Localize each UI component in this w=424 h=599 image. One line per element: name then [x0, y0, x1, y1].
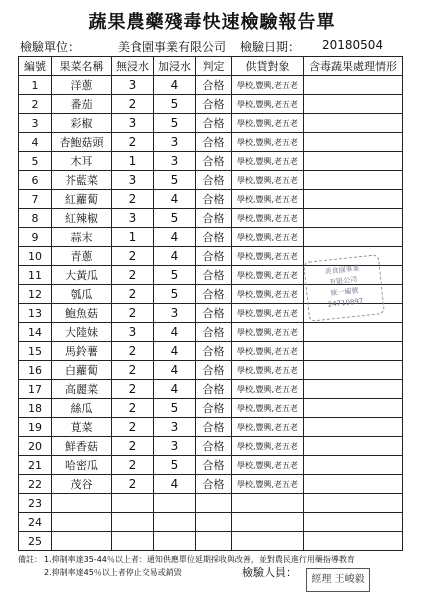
cell-judgement: 合格 — [196, 342, 232, 361]
cell-number: 22 — [19, 475, 52, 494]
cell-no-soak: 2 — [112, 266, 154, 285]
cell-no-soak: 2 — [112, 190, 154, 209]
cell-soaked: 4 — [154, 190, 196, 209]
header-number: 編號 — [19, 57, 52, 76]
cell-no-soak: 3 — [112, 114, 154, 133]
notes-block — [18, 553, 355, 579]
cell-no-soak: 3 — [112, 171, 154, 190]
table-row — [19, 513, 403, 532]
cell-supply-target: 學校,豐興,老五老 — [232, 228, 304, 247]
cell-no-soak — [112, 513, 154, 532]
table-row — [19, 133, 403, 152]
header-produce-name: 果菜名稱 — [52, 57, 112, 76]
cell-soaked: 3 — [154, 133, 196, 152]
cell-supply-target: 學校,豐興,老五老 — [232, 209, 304, 228]
cell-handling — [304, 418, 403, 437]
cell-produce-name: 洋蔥 — [52, 76, 112, 95]
cell-produce-name: 茂谷 — [52, 475, 112, 494]
cell-number: 8 — [19, 209, 52, 228]
unit-value: 美食園事業有限公司 — [118, 40, 227, 54]
cell-number: 4 — [19, 133, 52, 152]
cell-number: 1 — [19, 76, 52, 95]
cell-no-soak: 1 — [112, 228, 154, 247]
cell-handling — [304, 475, 403, 494]
cell-produce-name: 哈密瓜 — [52, 456, 112, 475]
cell-supply-target: 學校,豐興,老五老 — [232, 152, 304, 171]
cell-supply-target: 學校,豐興,老五老 — [232, 266, 304, 285]
cell-soaked: 3 — [154, 152, 196, 171]
inspector-label: 檢驗人員： — [242, 566, 297, 579]
cell-judgement: 合格 — [196, 418, 232, 437]
cell-no-soak: 2 — [112, 437, 154, 456]
cell-handling — [304, 152, 403, 171]
cell-soaked: 4 — [154, 361, 196, 380]
cell-number: 10 — [19, 247, 52, 266]
cell-number: 5 — [19, 152, 52, 171]
cell-soaked: 4 — [154, 475, 196, 494]
cell-number: 17 — [19, 380, 52, 399]
cell-number: 15 — [19, 342, 52, 361]
cell-no-soak: 2 — [112, 399, 154, 418]
cell-handling — [304, 133, 403, 152]
cell-judgement: 合格 — [196, 456, 232, 475]
cell-supply-target: 學校,豐興,老五老 — [232, 342, 304, 361]
table-row — [19, 152, 403, 171]
cell-produce-name: 杏鮑菇頭 — [52, 133, 112, 152]
cell-handling — [304, 76, 403, 95]
cell-soaked: 5 — [154, 114, 196, 133]
cell-handling — [304, 323, 403, 342]
table-row — [19, 380, 403, 399]
cell-no-soak: 2 — [112, 342, 154, 361]
table-row — [19, 399, 403, 418]
cell-produce-name: 紅辣椒 — [52, 209, 112, 228]
inspector-signature-seal: 經理 王峻毅 — [306, 568, 370, 592]
cell-number: 19 — [19, 418, 52, 437]
cell-judgement: 合格 — [196, 133, 232, 152]
cell-soaked: 3 — [154, 304, 196, 323]
note-line-2: 2.抑制率達45％以上者停止交易或銷毀 — [44, 568, 182, 577]
cell-no-soak: 1 — [112, 152, 154, 171]
cell-number: 9 — [19, 228, 52, 247]
table-row — [19, 494, 403, 513]
cell-no-soak — [112, 532, 154, 551]
cell-handling — [304, 114, 403, 133]
cell-produce-name: 番茄 — [52, 95, 112, 114]
cell-judgement: 合格 — [196, 475, 232, 494]
cell-number: 25 — [19, 532, 52, 551]
cell-produce-name: 大陸妹 — [52, 323, 112, 342]
cell-supply-target: 學校,豐興,老五老 — [232, 323, 304, 342]
cell-supply-target: 學校,豐興,老五老 — [232, 456, 304, 475]
cell-no-soak: 2 — [112, 475, 154, 494]
cell-produce-name: 白蘿蔔 — [52, 361, 112, 380]
cell-handling — [304, 380, 403, 399]
cell-soaked: 3 — [154, 418, 196, 437]
cell-produce-name: 芥藍菜 — [52, 171, 112, 190]
cell-handling — [304, 532, 403, 551]
cell-supply-target: 學校,豐興,老五老 — [232, 190, 304, 209]
cell-number: 13 — [19, 304, 52, 323]
table-row — [19, 114, 403, 133]
cell-no-soak: 2 — [112, 418, 154, 437]
table-row — [19, 76, 403, 95]
cell-no-soak: 2 — [112, 247, 154, 266]
cell-produce-name — [52, 532, 112, 551]
cell-judgement: 合格 — [196, 228, 232, 247]
cell-produce-name: 莧菜 — [52, 418, 112, 437]
cell-soaked — [154, 513, 196, 532]
cell-handling — [304, 190, 403, 209]
cell-number: 21 — [19, 456, 52, 475]
cell-soaked: 4 — [154, 342, 196, 361]
cell-supply-target: 學校,豐興,老五老 — [232, 380, 304, 399]
cell-handling — [304, 513, 403, 532]
cell-judgement: 合格 — [196, 323, 232, 342]
cell-no-soak: 3 — [112, 76, 154, 95]
cell-handling — [304, 171, 403, 190]
date-label: 檢驗日期： — [240, 40, 301, 54]
cell-judgement: 合格 — [196, 361, 232, 380]
cell-soaked: 4 — [154, 247, 196, 266]
table-row — [19, 171, 403, 190]
cell-supply-target: 學校,豐興,老五老 — [232, 361, 304, 380]
cell-number: 24 — [19, 513, 52, 532]
cell-produce-name: 鮑魚菇 — [52, 304, 112, 323]
table-row — [19, 361, 403, 380]
cell-judgement: 合格 — [196, 304, 232, 323]
header-no-soak: 無浸水 — [112, 57, 154, 76]
cell-supply-target — [232, 494, 304, 513]
cell-number: 23 — [19, 494, 52, 513]
table-row — [19, 475, 403, 494]
table-row — [19, 323, 403, 342]
cell-supply-target: 學校,豐興,老五老 — [232, 399, 304, 418]
company-seal-stamp: 美食園事業 有限公司 統一編號 24710897 — [303, 254, 385, 322]
cell-soaked: 4 — [154, 228, 196, 247]
table-row — [19, 437, 403, 456]
cell-produce-name: 青蔥 — [52, 247, 112, 266]
cell-judgement: 合格 — [196, 76, 232, 95]
cell-supply-target: 學校,豐興,老五老 — [232, 76, 304, 95]
cell-number: 20 — [19, 437, 52, 456]
report-title: 蔬果農藥殘毒快速檢驗報告單 — [88, 12, 336, 33]
cell-soaked: 5 — [154, 399, 196, 418]
cell-judgement — [196, 494, 232, 513]
cell-no-soak: 2 — [112, 304, 154, 323]
cell-handling — [304, 228, 403, 247]
cell-number: 7 — [19, 190, 52, 209]
cell-no-soak — [112, 494, 154, 513]
cell-soaked: 4 — [154, 380, 196, 399]
cell-handling — [304, 399, 403, 418]
cell-number: 14 — [19, 323, 52, 342]
cell-no-soak: 2 — [112, 133, 154, 152]
cell-handling — [304, 494, 403, 513]
cell-judgement: 合格 — [196, 380, 232, 399]
header-supply-target: 供貨對象 — [232, 57, 304, 76]
date-value: 20180504 — [322, 38, 384, 52]
cell-handling — [304, 456, 403, 475]
cell-handling — [304, 209, 403, 228]
cell-handling — [304, 95, 403, 114]
cell-supply-target: 學校,豐興,老五老 — [232, 285, 304, 304]
cell-no-soak: 2 — [112, 380, 154, 399]
cell-no-soak: 3 — [112, 323, 154, 342]
cell-supply-target: 學校,豐興,老五老 — [232, 114, 304, 133]
cell-soaked: 5 — [154, 95, 196, 114]
cell-supply-target: 學校,豐興,老五老 — [232, 95, 304, 114]
table-row — [19, 418, 403, 437]
cell-soaked: 5 — [154, 171, 196, 190]
cell-no-soak: 2 — [112, 95, 154, 114]
cell-supply-target: 學校,豐興,老五老 — [232, 171, 304, 190]
cell-judgement — [196, 513, 232, 532]
cell-supply-target: 學校,豐興,老五老 — [232, 133, 304, 152]
cell-handling — [304, 437, 403, 456]
cell-number: 18 — [19, 399, 52, 418]
cell-supply-target: 學校,豐興,老五老 — [232, 418, 304, 437]
table-row — [19, 190, 403, 209]
cell-number: 11 — [19, 266, 52, 285]
cell-judgement: 合格 — [196, 266, 232, 285]
cell-handling — [304, 342, 403, 361]
table-header-row — [19, 57, 403, 76]
cell-judgement: 合格 — [196, 171, 232, 190]
cell-number: 2 — [19, 95, 52, 114]
cell-soaked: 5 — [154, 266, 196, 285]
cell-produce-name: 彩椒 — [52, 114, 112, 133]
cell-judgement: 合格 — [196, 114, 232, 133]
table-row — [19, 342, 403, 361]
cell-produce-name — [52, 513, 112, 532]
cell-judgement: 合格 — [196, 247, 232, 266]
cell-produce-name: 蒜末 — [52, 228, 112, 247]
cell-produce-name: 絲瓜 — [52, 399, 112, 418]
table-row — [19, 95, 403, 114]
cell-number: 6 — [19, 171, 52, 190]
table-row — [19, 209, 403, 228]
notes-label: 備註： — [18, 555, 42, 564]
header-judgement: 判定 — [196, 57, 232, 76]
cell-no-soak: 2 — [112, 285, 154, 304]
cell-produce-name — [52, 494, 112, 513]
cell-produce-name: 瓠瓜 — [52, 285, 112, 304]
cell-supply-target: 學校,豐興,老五老 — [232, 247, 304, 266]
cell-supply-target — [232, 532, 304, 551]
cell-supply-target: 學校,豐興,老五老 — [232, 304, 304, 323]
cell-judgement: 合格 — [196, 209, 232, 228]
note-line-1: 1.抑制率達35-44％以上者：通知供應單位延期採收與改善，並對農民進行用藥指導教育 — [44, 555, 355, 564]
cell-produce-name: 紅蘿蔔 — [52, 190, 112, 209]
cell-supply-target: 學校,豐興,老五老 — [232, 475, 304, 494]
cell-judgement: 合格 — [196, 437, 232, 456]
cell-soaked: 5 — [154, 456, 196, 475]
cell-soaked: 4 — [154, 76, 196, 95]
cell-judgement: 合格 — [196, 285, 232, 304]
cell-judgement: 合格 — [196, 95, 232, 114]
cell-no-soak: 3 — [112, 209, 154, 228]
cell-produce-name: 木耳 — [52, 152, 112, 171]
cell-produce-name: 高麗菜 — [52, 380, 112, 399]
cell-soaked: 5 — [154, 285, 196, 304]
cell-number: 16 — [19, 361, 52, 380]
header-soaked: 加浸水 — [154, 57, 196, 76]
cell-produce-name: 鮮香菇 — [52, 437, 112, 456]
table-row — [19, 228, 403, 247]
cell-produce-name: 馬鈴薯 — [52, 342, 112, 361]
cell-produce-name: 大黃瓜 — [52, 266, 112, 285]
cell-no-soak: 2 — [112, 361, 154, 380]
cell-judgement: 合格 — [196, 190, 232, 209]
cell-soaked: 5 — [154, 209, 196, 228]
unit-label: 檢驗單位： — [20, 40, 81, 54]
cell-handling — [304, 361, 403, 380]
cell-judgement — [196, 532, 232, 551]
header-handling: 含毒蔬果處理情形 — [304, 57, 403, 76]
cell-soaked — [154, 532, 196, 551]
cell-judgement: 合格 — [196, 399, 232, 418]
cell-supply-target — [232, 513, 304, 532]
cell-number: 3 — [19, 114, 52, 133]
cell-soaked — [154, 494, 196, 513]
cell-no-soak: 2 — [112, 456, 154, 475]
cell-judgement: 合格 — [196, 152, 232, 171]
table-row — [19, 456, 403, 475]
cell-supply-target: 學校,豐興,老五老 — [232, 437, 304, 456]
cell-soaked: 4 — [154, 323, 196, 342]
table-row — [19, 532, 403, 551]
cell-number: 12 — [19, 285, 52, 304]
cell-soaked: 3 — [154, 437, 196, 456]
